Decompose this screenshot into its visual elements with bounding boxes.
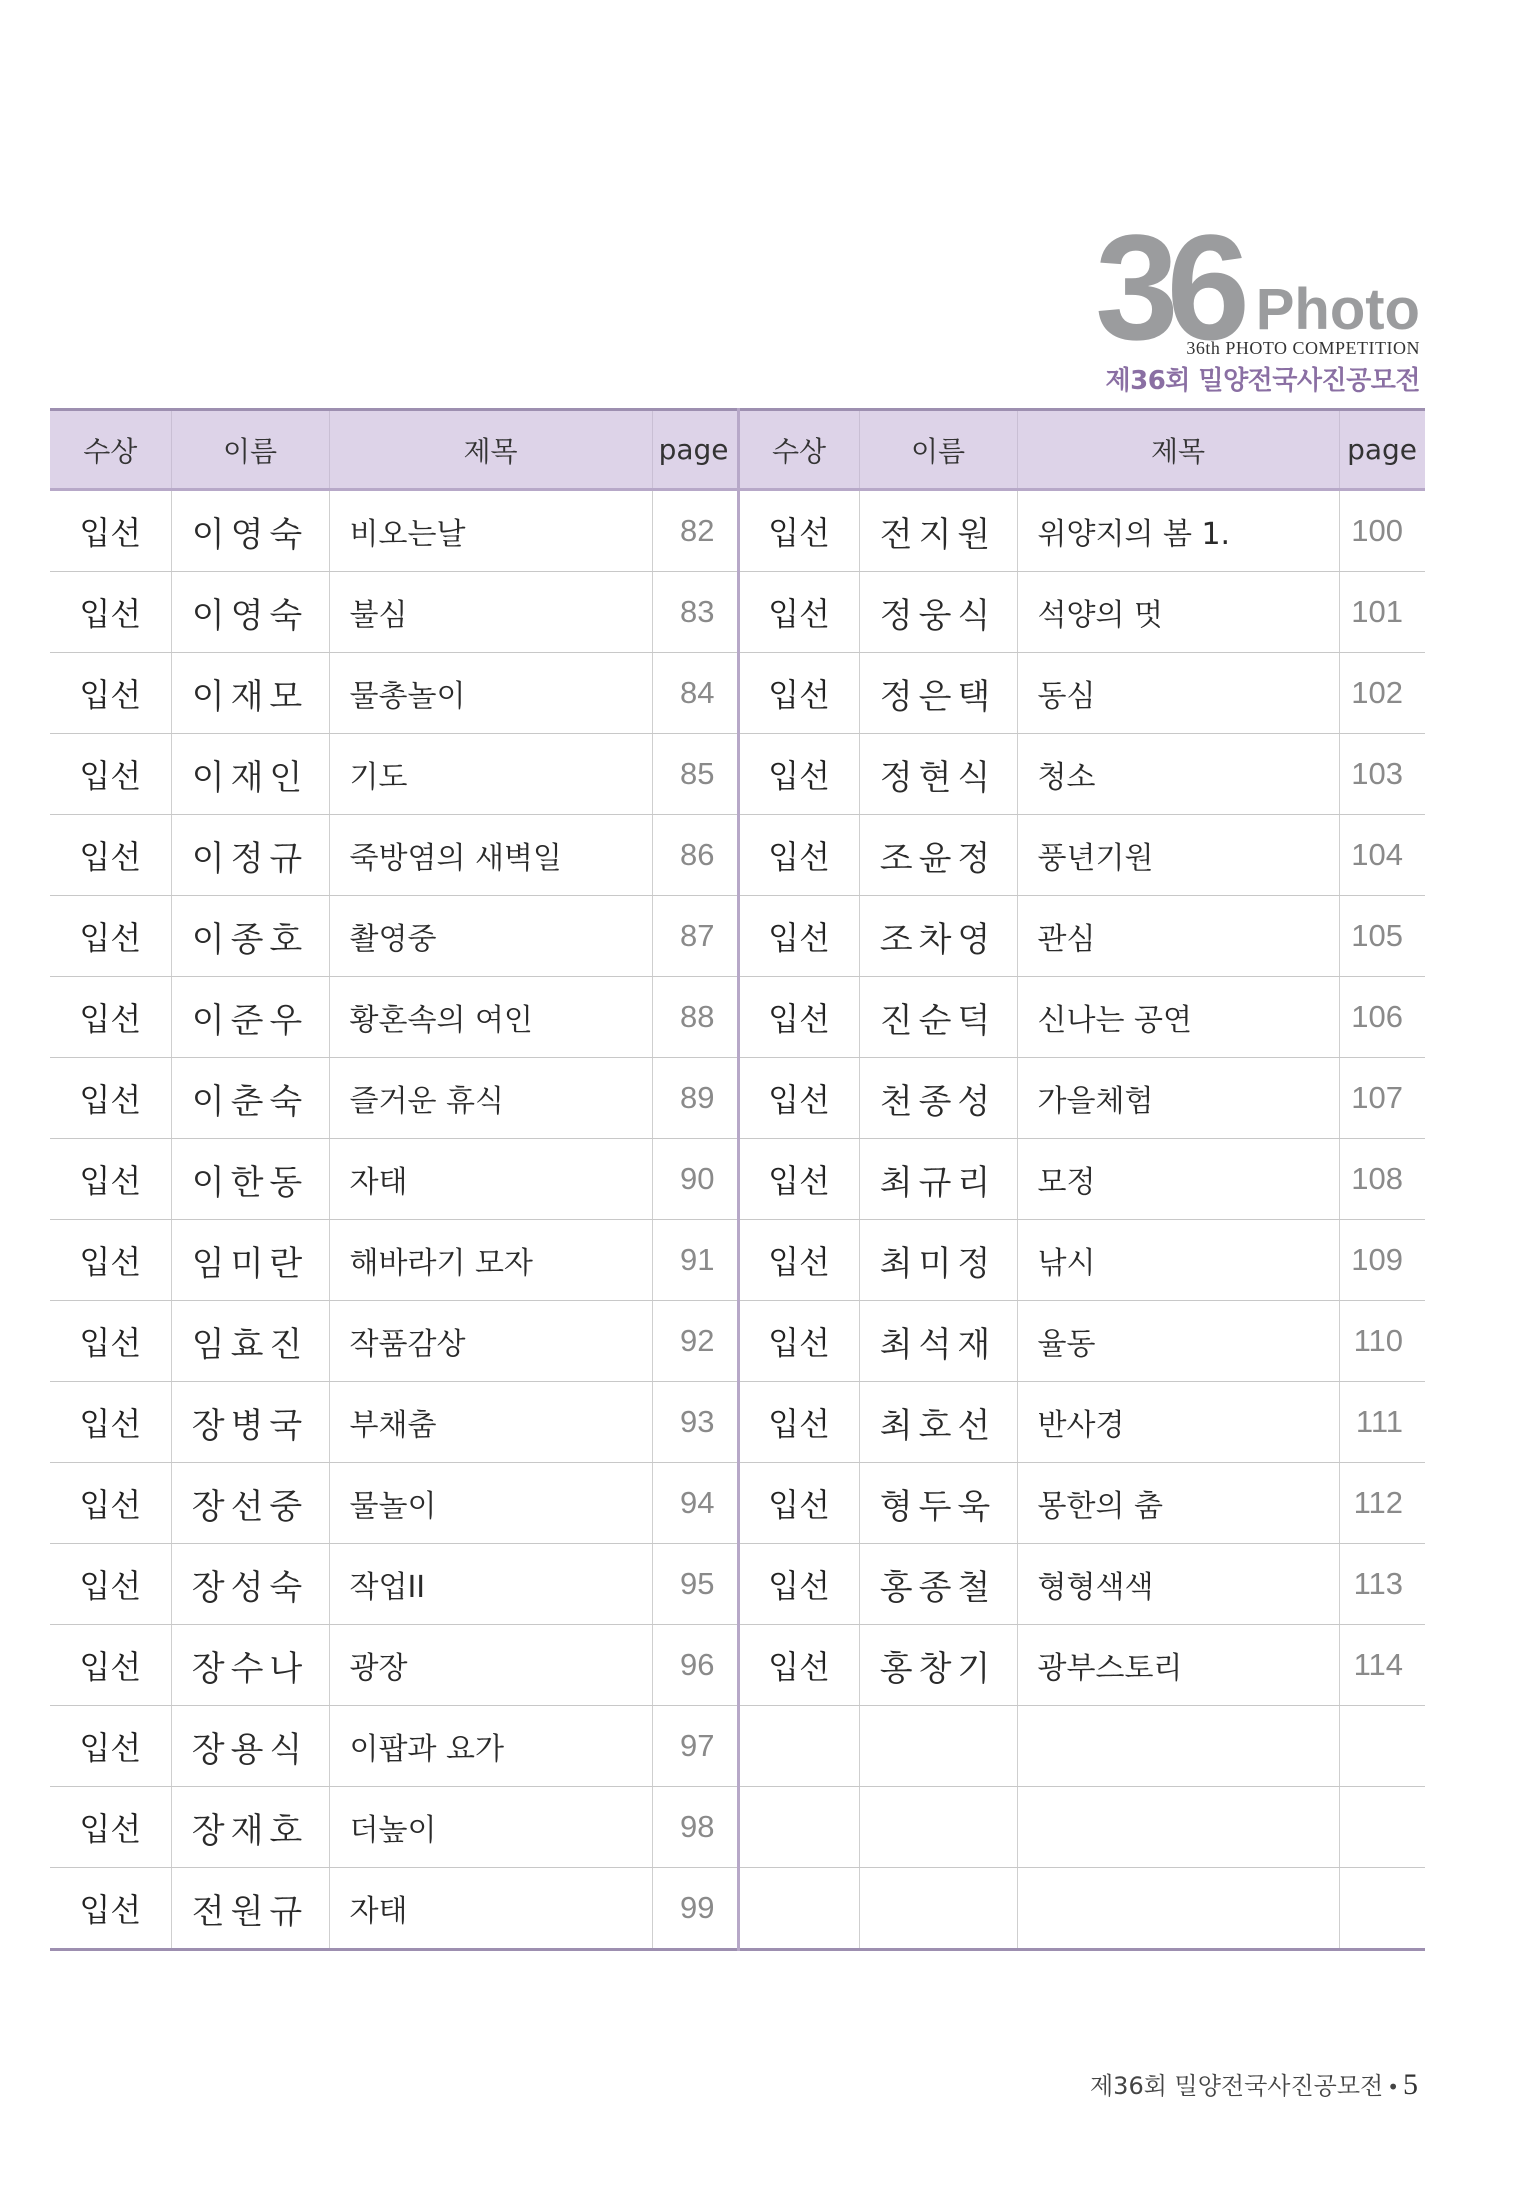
entry-page: 114	[1339, 1625, 1425, 1706]
table-row	[50, 1301, 1425, 1382]
entry-name: 장수나	[171, 1625, 329, 1706]
entry-award: 입선	[50, 653, 171, 734]
entry-name: 장재호	[171, 1787, 329, 1868]
table-row	[50, 1058, 1425, 1139]
entry-name	[859, 1706, 1017, 1787]
table-row	[50, 1382, 1425, 1463]
entry-name: 장용식	[171, 1706, 329, 1787]
entry-title: 광부스토리	[1017, 1625, 1339, 1706]
entry-award: 입선	[50, 572, 171, 653]
entry-title: 자태	[329, 1868, 652, 1950]
entry-page: 110	[1339, 1301, 1425, 1382]
entry-award: 입선	[50, 1220, 171, 1301]
entry-title: 광장	[329, 1625, 652, 1706]
entry-award: 입선	[738, 1220, 859, 1301]
entry-award: 입선	[50, 1301, 171, 1382]
entry-award: 입선	[738, 1544, 859, 1625]
entry-name: 이정규	[171, 815, 329, 896]
entry-page: 103	[1339, 734, 1425, 815]
header-title: 제목	[1017, 410, 1339, 490]
entry-page: 91	[652, 1220, 738, 1301]
entry-title	[1017, 1868, 1339, 1950]
entry-name	[859, 1787, 1017, 1868]
entry-page: 90	[652, 1139, 738, 1220]
table-row	[50, 815, 1425, 896]
table-row	[50, 1706, 1425, 1787]
entry-award: 입선	[738, 896, 859, 977]
entry-award: 입선	[50, 815, 171, 896]
table-row	[50, 1220, 1425, 1301]
entry-title: 이팝과 요가	[329, 1706, 652, 1787]
table-row	[50, 1463, 1425, 1544]
entry-page	[1339, 1706, 1425, 1787]
page-footer	[1090, 2066, 1418, 2102]
logo-number: 36	[1095, 203, 1238, 371]
entry-award: 입선	[50, 1463, 171, 1544]
entry-name: 이준우	[171, 977, 329, 1058]
entry-title: 죽방염의 새벽일	[329, 815, 652, 896]
entry-award: 입선	[738, 490, 859, 572]
footer-title: 제36회 밀양전국사진공모전	[1090, 2072, 1384, 2100]
entry-name: 장성숙	[171, 1544, 329, 1625]
entry-page: 98	[652, 1787, 738, 1868]
entry-name: 최규리	[859, 1139, 1017, 1220]
table-row	[50, 490, 1425, 572]
entry-page: 92	[652, 1301, 738, 1382]
page-number: 5	[1403, 2068, 1418, 2101]
entry-name: 장선중	[171, 1463, 329, 1544]
entry-page: 106	[1339, 977, 1425, 1058]
entry-page: 87	[652, 896, 738, 977]
entry-title: 동심	[1017, 653, 1339, 734]
entry-title: 위양지의 봄 1.	[1017, 490, 1339, 572]
entry-page: 89	[652, 1058, 738, 1139]
entry-award: 입선	[738, 1463, 859, 1544]
entry-award	[738, 1706, 859, 1787]
table-row	[50, 1625, 1425, 1706]
entry-award: 입선	[50, 1544, 171, 1625]
table-row	[50, 896, 1425, 977]
entry-page: 94	[652, 1463, 738, 1544]
entry-award: 입선	[50, 1139, 171, 1220]
entry-title: 기도	[329, 734, 652, 815]
entry-award	[738, 1787, 859, 1868]
entry-name: 이재인	[171, 734, 329, 815]
entry-title: 낚시	[1017, 1220, 1339, 1301]
entry-title: 반사경	[1017, 1382, 1339, 1463]
entry-title: 풍년기원	[1017, 815, 1339, 896]
entry-award: 입선	[738, 1058, 859, 1139]
logo-subtitle: 36th PHOTO COMPETITION	[1186, 338, 1420, 358]
entry-award: 입선	[50, 734, 171, 815]
table-row	[50, 653, 1425, 734]
entry-page: 84	[652, 653, 738, 734]
entry-title: 해바라기 모자	[329, 1220, 652, 1301]
entry-name: 홍종철	[859, 1544, 1017, 1625]
entry-award: 입선	[738, 1139, 859, 1220]
entry-title: 율동	[1017, 1301, 1339, 1382]
table-row	[50, 572, 1425, 653]
entry-page: 83	[652, 572, 738, 653]
table-row	[50, 1787, 1425, 1868]
entry-page: 111	[1339, 1382, 1425, 1463]
entry-page: 112	[1339, 1463, 1425, 1544]
entry-award: 입선	[738, 734, 859, 815]
entry-name: 최석재	[859, 1301, 1017, 1382]
entry-award	[738, 1868, 859, 1950]
entry-award: 입선	[50, 1058, 171, 1139]
entry-title: 형형색색	[1017, 1544, 1339, 1625]
entry-page: 97	[652, 1706, 738, 1787]
entry-name: 홍창기	[859, 1625, 1017, 1706]
entry-name: 정현식	[859, 734, 1017, 815]
entry-award: 입선	[50, 977, 171, 1058]
header-award: 수상	[50, 410, 171, 490]
entry-award: 입선	[738, 1625, 859, 1706]
entry-page: 95	[652, 1544, 738, 1625]
entry-page: 109	[1339, 1220, 1425, 1301]
table-row	[50, 734, 1425, 815]
entry-name: 최미정	[859, 1220, 1017, 1301]
entry-name: 정웅식	[859, 572, 1017, 653]
entry-page: 101	[1339, 572, 1425, 653]
entry-name: 이영숙	[171, 572, 329, 653]
header-name: 이름	[171, 410, 329, 490]
entry-title: 즐거운 휴식	[329, 1058, 652, 1139]
entry-page: 105	[1339, 896, 1425, 977]
entry-name: 전원규	[171, 1868, 329, 1950]
entry-title	[1017, 1787, 1339, 1868]
entry-award: 입선	[50, 1868, 171, 1950]
entry-award: 입선	[738, 1301, 859, 1382]
entry-name: 형두욱	[859, 1463, 1017, 1544]
entry-award: 입선	[50, 896, 171, 977]
table-row	[50, 1544, 1425, 1625]
logo-word: Photo	[1255, 277, 1420, 342]
entry-award: 입선	[50, 490, 171, 572]
logo-korean-title: 제36회 밀양전국사진공모전	[1105, 366, 1420, 396]
header-title: 제목	[329, 410, 652, 490]
table-row	[50, 1868, 1425, 1950]
entry-name: 장병국	[171, 1382, 329, 1463]
entry-title: 불심	[329, 572, 652, 653]
entry-title: 황혼속의 여인	[329, 977, 652, 1058]
header-page: page	[1347, 433, 1417, 466]
entry-page: 99	[652, 1868, 738, 1950]
entry-page: 93	[652, 1382, 738, 1463]
entry-page: 96	[652, 1625, 738, 1706]
table-row	[50, 977, 1425, 1058]
entry-page	[1339, 1787, 1425, 1868]
entry-award: 입선	[50, 1706, 171, 1787]
entry-name: 이재모	[171, 653, 329, 734]
entry-title: 비오는날	[329, 490, 652, 572]
entry-page: 104	[1339, 815, 1425, 896]
entry-title: 관심	[1017, 896, 1339, 977]
entry-name	[859, 1868, 1017, 1950]
entry-award: 입선	[738, 572, 859, 653]
entry-title: 촬영중	[329, 896, 652, 977]
entry-award: 입선	[50, 1625, 171, 1706]
footer-separator: •	[1387, 2075, 1399, 2099]
entry-name: 정은택	[859, 653, 1017, 734]
entry-name: 이춘숙	[171, 1058, 329, 1139]
entry-title: 물총놀이	[329, 653, 652, 734]
entry-title: 모정	[1017, 1139, 1339, 1220]
entry-name: 조윤정	[859, 815, 1017, 896]
entry-title: 작품감상	[329, 1301, 652, 1382]
entry-page: 100	[1339, 490, 1425, 572]
entry-name: 최호선	[859, 1382, 1017, 1463]
entry-title: 물놀이	[329, 1463, 652, 1544]
table-header-row	[50, 410, 1425, 490]
header-award: 수상	[738, 410, 859, 490]
table-row	[50, 1139, 1425, 1220]
entries-table	[50, 408, 1425, 1951]
entry-page: 82	[652, 490, 738, 572]
entry-name: 임미란	[171, 1220, 329, 1301]
competition-logo	[1000, 203, 1420, 396]
entry-title: 부채춤	[329, 1382, 652, 1463]
header-page: page	[652, 410, 738, 490]
entry-title: 가을체험	[1017, 1058, 1339, 1139]
entry-name: 이종호	[171, 896, 329, 977]
entry-name: 이한동	[171, 1139, 329, 1220]
entry-title: 작업II	[329, 1544, 652, 1625]
entry-page: 102	[1339, 653, 1425, 734]
entry-title: 석양의 멋	[1017, 572, 1339, 653]
entry-title: 자태	[329, 1139, 652, 1220]
entry-title: 몽한의 춤	[1017, 1463, 1339, 1544]
entry-page	[1339, 1868, 1425, 1950]
entry-award: 입선	[50, 1787, 171, 1868]
entry-page: 86	[652, 815, 738, 896]
entry-name: 조차영	[859, 896, 1017, 977]
entry-name: 진순덕	[859, 977, 1017, 1058]
entry-title	[1017, 1706, 1339, 1787]
entry-name: 임효진	[171, 1301, 329, 1382]
entry-title: 더높이	[329, 1787, 652, 1868]
entry-name: 천종성	[859, 1058, 1017, 1139]
entry-award: 입선	[738, 1382, 859, 1463]
entry-page: 88	[652, 977, 738, 1058]
header-name: 이름	[859, 410, 1017, 490]
entry-page: 85	[652, 734, 738, 815]
entry-title: 청소	[1017, 734, 1339, 815]
entry-award: 입선	[738, 653, 859, 734]
entry-page: 107	[1339, 1058, 1425, 1139]
entry-award: 입선	[738, 977, 859, 1058]
entry-name: 이영숙	[171, 490, 329, 572]
entry-award: 입선	[738, 815, 859, 896]
entry-name: 전지원	[859, 490, 1017, 572]
entry-page: 108	[1339, 1139, 1425, 1220]
entry-title: 신나는 공연	[1017, 977, 1339, 1058]
entry-award: 입선	[50, 1382, 171, 1463]
entry-page: 113	[1339, 1544, 1425, 1625]
